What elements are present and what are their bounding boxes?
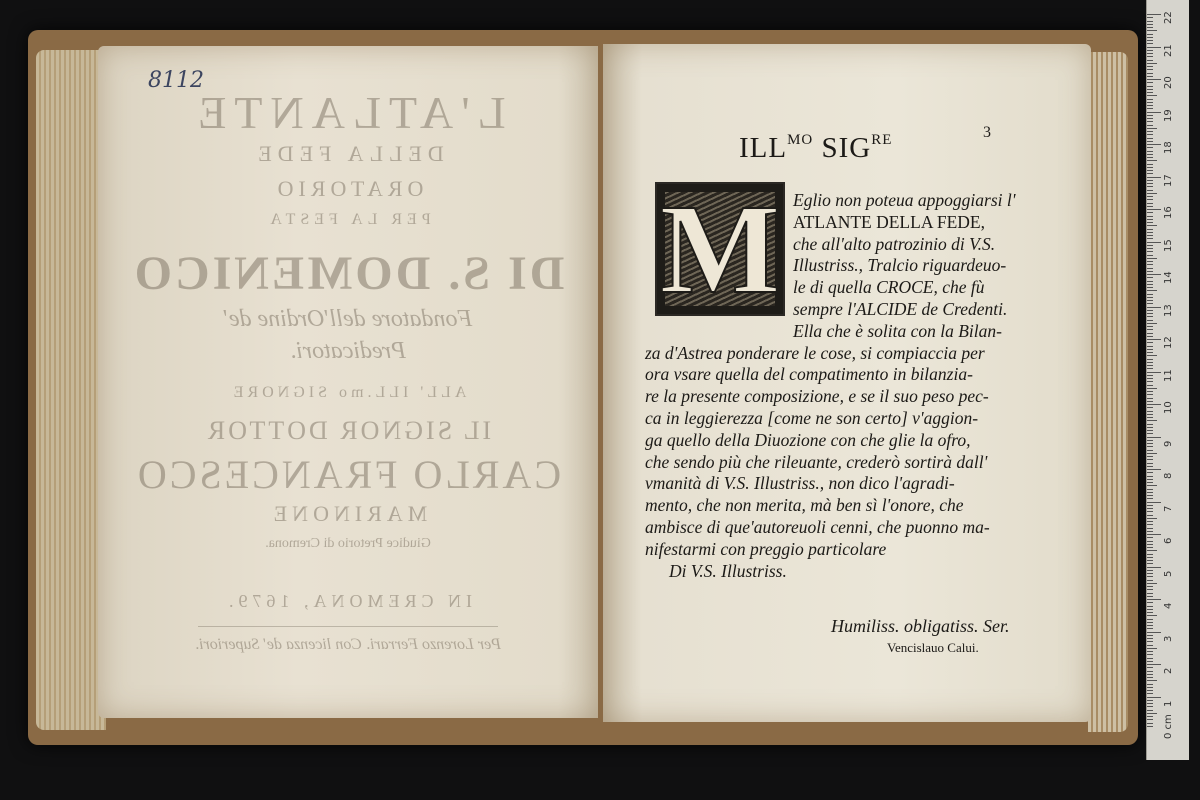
ruler-number: 16 (1163, 206, 1174, 219)
show-through-text (98, 46, 598, 718)
ruler-tick (1147, 589, 1153, 590)
ruler-tick (1147, 388, 1157, 389)
text-line: ATLANTE DELLA FEDE, (793, 211, 985, 232)
ruler-tick (1147, 359, 1153, 360)
ruler-tick (1147, 726, 1153, 727)
ruler-tick (1147, 141, 1153, 142)
ruler-tick (1147, 398, 1153, 399)
ghost-line: ALL' ILL.mo SIGNORE (229, 384, 467, 401)
ruler-tick (1147, 349, 1153, 350)
ruler-tick (1147, 362, 1153, 363)
ruler-tick (1147, 310, 1153, 311)
text-line: nifestarmi con preggio particolare (645, 538, 887, 559)
ruler-number: 3 (1163, 635, 1174, 642)
ruler-tick (1147, 485, 1157, 486)
ruler-number: 8 (1163, 472, 1174, 479)
ruler-tick (1147, 635, 1153, 636)
ruler-tick (1147, 537, 1153, 538)
text-line: mento, che non merita, mà ben sì l'onore, che (645, 495, 964, 516)
ruler-tick (1147, 264, 1153, 265)
ruler-tick (1147, 287, 1153, 288)
ruler-tick (1147, 164, 1153, 165)
ruler-tick (1147, 495, 1153, 496)
ruler-tick (1147, 677, 1153, 678)
ruler-tick (1147, 329, 1153, 330)
ruler-tick (1147, 622, 1153, 623)
ruler-tick (1147, 355, 1157, 356)
ruler-number: 15 (1163, 238, 1174, 252)
ruler-tick (1147, 703, 1153, 704)
ruler-tick (1147, 323, 1157, 324)
ruler-tick (1147, 251, 1153, 252)
ruler-tick (1147, 24, 1153, 25)
ruler-tick (1147, 541, 1153, 542)
ruler-tick (1147, 719, 1153, 720)
shelfmark: 8112 (148, 68, 204, 93)
ruler-number: 22 (1163, 11, 1174, 24)
ruler-tick (1147, 180, 1153, 181)
heading-text: ILL (739, 132, 788, 164)
book (28, 30, 1138, 745)
ruler-tick (1147, 570, 1153, 571)
ruler-tick (1147, 482, 1153, 483)
ruler-tick (1147, 95, 1157, 96)
ruler-tick (1147, 99, 1153, 100)
ghost-line: DELLA FEDE (252, 141, 444, 166)
page-edges-left (36, 50, 106, 730)
ruler-tick (1147, 641, 1153, 642)
ruler-tick (1147, 664, 1161, 665)
ruler-tick (1147, 645, 1153, 646)
ruler-tick (1147, 170, 1153, 171)
ruler-tick (1147, 76, 1153, 77)
ruler-tick (1147, 209, 1161, 210)
ruler-tick (1147, 693, 1153, 694)
ruler-tick (1147, 437, 1161, 438)
text-line: che all'alto patrozinio di V.S. (793, 233, 996, 254)
ruler-tick (1147, 573, 1153, 574)
ruler-tick (1147, 37, 1153, 38)
ruler-tick (1147, 60, 1153, 61)
ruler-tick (1147, 118, 1153, 119)
ruler-number: 6 (1163, 537, 1174, 544)
ruler-number: 9 (1163, 440, 1174, 447)
ruler-tick (1147, 154, 1153, 155)
right-page (603, 44, 1091, 722)
ruler-tick (1147, 128, 1157, 129)
ruler-tick (1147, 336, 1153, 337)
ruler-tick (1147, 606, 1153, 607)
ruler-tick (1147, 134, 1153, 135)
ruler-tick (1147, 528, 1153, 529)
ruler-tick (1147, 177, 1161, 178)
ruler-tick (1147, 531, 1153, 532)
ruler-tick (1147, 160, 1157, 161)
ruler-tick (1147, 320, 1153, 321)
ruler-tick (1147, 151, 1153, 152)
measurement-ruler (1146, 0, 1189, 760)
ruler-tick (1147, 628, 1153, 629)
ruler-tick (1147, 716, 1153, 717)
ruler-tick (1147, 186, 1153, 187)
ruler-tick (1147, 365, 1153, 366)
ruler-number: 7 (1163, 505, 1174, 512)
ruler-tick (1147, 417, 1153, 418)
ghost-line: Fondatore dell'Ordine de' (223, 306, 473, 332)
left-page (98, 46, 598, 718)
ruler-tick (1147, 258, 1157, 259)
ruler-tick (1147, 697, 1161, 698)
ghost-line: ORATORIO (272, 176, 424, 201)
text-line: Ella che è solita con la Bilan- (793, 320, 1002, 341)
ruler-tick (1147, 544, 1153, 545)
ruler-tick (1147, 420, 1157, 421)
ruler-tick (1147, 190, 1153, 191)
ruler-tick (1147, 352, 1153, 353)
ruler-tick (1147, 547, 1153, 548)
ruler-tick (1147, 248, 1153, 249)
ruler-tick (1147, 687, 1153, 688)
text-line: ora vsare quella del compatimento in bilanzia- (645, 364, 973, 385)
ruler-tick (1147, 229, 1153, 230)
ghost-line: CARLO FRANCESCO (134, 452, 562, 497)
ruler-tick (1147, 346, 1153, 347)
closing-formula: Humiliss. obligatiss. Ser. (831, 616, 1010, 636)
ruler-tick (1147, 612, 1153, 613)
ruler-tick (1147, 615, 1157, 616)
text-line: le di quella CROCE, che fù (793, 277, 985, 298)
ruler-tick (1147, 203, 1153, 204)
ruler-number: 13 (1163, 303, 1174, 317)
ruler-tick (1147, 609, 1153, 610)
ruler-number: 5 (1163, 570, 1174, 577)
ruler-tick (1147, 245, 1153, 246)
ruler-number: 1 (1163, 700, 1174, 707)
ghost-line: Per Lorenzo Ferrari. Con licenza de' Superiori. (195, 636, 501, 653)
ruler-tick (1147, 281, 1153, 282)
ghost-line: Giudice Pretorio di Cremona. (265, 536, 431, 551)
text-line: che sendo più che rileuante, crederò sortirà dall' (645, 451, 988, 472)
ruler-tick (1147, 89, 1153, 90)
ruler-tick (1147, 307, 1161, 308)
ruler-tick (1147, 492, 1153, 493)
ruler-tick (1147, 648, 1157, 649)
ruler-tick (1147, 706, 1153, 707)
ruler-tick (1147, 508, 1153, 509)
text-line: Di V.S. Illustriss. (669, 560, 787, 581)
ruler-tick (1147, 632, 1161, 633)
ruler-number: 4 (1163, 602, 1174, 609)
ruler-tick (1147, 378, 1153, 379)
ruler-tick (1147, 47, 1161, 48)
ruler-number: 20 (1163, 76, 1174, 89)
ruler-tick (1147, 43, 1153, 44)
ruler-tick (1147, 271, 1153, 272)
ruler-tick (1147, 671, 1153, 672)
ruler-tick (1147, 391, 1153, 392)
ruler-tick (1147, 518, 1157, 519)
ruler-tick (1147, 476, 1153, 477)
ruler-tick (1147, 534, 1161, 535)
ruler-tick (1147, 17, 1153, 18)
ruler-tick (1147, 115, 1153, 116)
ruler-tick (1147, 394, 1153, 395)
ruler-tick (1147, 339, 1161, 340)
ruler-tick (1147, 105, 1153, 106)
ruler-tick (1147, 515, 1153, 516)
text-line: ca in leggierezza [come ne son certo] v'aggion- (645, 407, 979, 428)
ruler-tick (1147, 222, 1153, 223)
ruler-tick (1147, 212, 1153, 213)
ruler-tick (1147, 450, 1153, 451)
ruler-tick (1147, 173, 1153, 174)
dedication-body (645, 190, 1045, 582)
ruler-tick (1147, 466, 1153, 467)
ruler-tick (1147, 225, 1157, 226)
ruler-number: 21 (1163, 43, 1174, 57)
ruler-tick (1147, 563, 1153, 564)
dedication-heading (739, 132, 892, 165)
ruler-tick (1147, 53, 1153, 54)
ruler-tick (1147, 313, 1153, 314)
heading-superscript: MO (787, 132, 814, 148)
ruler-tick (1147, 453, 1157, 454)
ruler-tick (1147, 654, 1153, 655)
ruler-tick (1147, 430, 1153, 431)
ruler-tick (1147, 658, 1153, 659)
ruler-tick (1147, 479, 1153, 480)
ruler-tick (1147, 102, 1153, 103)
ruler-tick (1147, 599, 1161, 600)
ruler-tick (1147, 674, 1153, 675)
ruler-tick (1147, 303, 1153, 304)
ruler-tick (1147, 596, 1153, 597)
ruler-tick (1147, 469, 1161, 470)
ruler-tick (1147, 300, 1153, 301)
ruler-tick (1147, 69, 1153, 70)
text-line: ambisce di que'autoreuoli cenni, che puonno ma- (645, 516, 990, 537)
ruler-tick (1147, 385, 1153, 386)
ruler-tick (1147, 193, 1157, 194)
ruler-tick (1147, 404, 1161, 405)
ghost-line: MARINONE (268, 501, 428, 526)
ruler-tick (1147, 372, 1161, 373)
ruler-tick (1147, 505, 1153, 506)
ruler-tick (1147, 66, 1153, 67)
text-line: sempre l'ALCIDE de Credenti. (793, 298, 1008, 319)
ruler-tick (1147, 625, 1153, 626)
ruler-tick (1147, 375, 1153, 376)
ruler-tick (1147, 268, 1153, 269)
ruler-tick (1147, 502, 1161, 503)
ruler-tick (1147, 333, 1153, 334)
ruler-tick (1147, 274, 1161, 275)
ruler-tick (1147, 567, 1161, 568)
ruler-tick (1147, 700, 1153, 701)
ruler-tick (1147, 713, 1157, 714)
ruler-tick (1147, 326, 1153, 327)
ruler-tick (1147, 368, 1153, 369)
ruler-tick (1147, 619, 1153, 620)
ruler-tick (1147, 459, 1153, 460)
ruler-tick (1147, 219, 1153, 220)
text-line: Eglio non poteua appoggiarsi l' (793, 190, 1016, 210)
ruler-number: 19 (1163, 108, 1174, 122)
ruler-tick (1147, 463, 1153, 464)
ruler-tick (1147, 112, 1161, 113)
ruler-number: 18 (1163, 141, 1174, 154)
ruler-tick (1147, 667, 1153, 668)
ruler-number: 17 (1163, 173, 1174, 187)
ruler-tick (1147, 446, 1153, 447)
ruler-tick (1147, 40, 1153, 41)
ruler-tick (1147, 255, 1153, 256)
ruler-tick (1147, 710, 1153, 711)
ruler-number: 14 (1163, 271, 1174, 284)
ruler-number: 2 (1163, 667, 1174, 674)
ruler-tick (1147, 50, 1153, 51)
ruler-tick (1147, 521, 1153, 522)
ruler-tick (1147, 498, 1153, 499)
ruler-tick (1147, 238, 1153, 239)
ruler-tick (1147, 297, 1153, 298)
ruler-tick (1147, 602, 1153, 603)
ruler-tick (1147, 316, 1153, 317)
heading-superscript: RE (871, 132, 893, 148)
heading-text: SIG (813, 132, 872, 164)
text-line: Illustriss., Tralcio riguardeuo- (793, 255, 1007, 276)
ruler-number: 10 (1163, 401, 1174, 414)
ruler-tick (1147, 443, 1153, 444)
ruler-number: 11 (1163, 368, 1174, 382)
ruler-tick (1147, 593, 1153, 594)
ruler-tick (1147, 290, 1157, 291)
page-number: 3 (983, 124, 991, 141)
ruler-tick (1147, 524, 1153, 525)
ruler-tick (1147, 21, 1153, 22)
ruler-tick (1147, 583, 1157, 584)
ruler-tick (1147, 14, 1161, 15)
ruler-tick (1147, 79, 1161, 80)
ruler-tick (1147, 680, 1157, 681)
ruler-tick (1147, 56, 1153, 57)
ruler-tick (1147, 580, 1153, 581)
ghost-line: L'ATLANTE (190, 87, 506, 138)
ruler-tick (1147, 489, 1153, 490)
ruler-tick (1147, 472, 1153, 473)
ruler-tick (1147, 651, 1153, 652)
ghost-line: PER LA FESTA (265, 211, 431, 228)
initial-letter: M (659, 182, 781, 316)
ghost-line: IN CREMONA, 1679. (224, 591, 473, 611)
ruler-tick (1147, 167, 1153, 168)
ruler-tick (1147, 277, 1153, 278)
ruler-tick (1147, 206, 1153, 207)
ruler-tick (1147, 121, 1153, 122)
ruler-tick (1147, 199, 1153, 200)
ruler-tick (1147, 284, 1153, 285)
ruler-tick (1147, 196, 1153, 197)
ghost-line: IL SIGNOR DOTTOR (204, 416, 492, 445)
ruler-tick (1147, 82, 1153, 83)
ruler-tick (1147, 554, 1153, 555)
ruler-tick (1147, 407, 1153, 408)
text-line: za d'Astrea ponderare le cose, si compiaccia per (645, 342, 985, 363)
signature: Vencislauo Calui. (887, 640, 979, 655)
ruler-tick (1147, 157, 1153, 158)
ruler-tick (1147, 381, 1153, 382)
ruler-tick (1147, 411, 1153, 412)
ruler-tick (1147, 684, 1153, 685)
ruler-tick (1147, 401, 1153, 402)
ruler-tick (1147, 690, 1153, 691)
ghost-line: Predicatori. (290, 338, 406, 364)
ruler-tick (1147, 557, 1153, 558)
ruler-tick (1147, 638, 1153, 639)
ruler-tick (1147, 294, 1153, 295)
ruler-tick (1147, 125, 1153, 126)
text-line: vmanità di V.S. Illustriss., non dico l'agradi- (645, 473, 955, 494)
ruler-tick (1147, 424, 1153, 425)
ghost-rule (198, 626, 498, 627)
ruler-tick (1147, 216, 1153, 217)
ruler-tick (1147, 586, 1153, 587)
ruler-tick (1147, 242, 1161, 243)
ruler-tick (1147, 147, 1153, 148)
ruler-tick (1147, 456, 1153, 457)
ruler-tick (1147, 86, 1153, 87)
ruler-tick (1147, 108, 1153, 109)
ruler-tick (1147, 73, 1153, 74)
ruler-tick (1147, 661, 1153, 662)
ruler-tick (1147, 550, 1157, 551)
ruler-tick (1147, 34, 1153, 35)
ruler-tick (1147, 723, 1153, 724)
ruler-tick (1147, 232, 1153, 233)
ruler-tick (1147, 235, 1153, 236)
ruler-tick (1147, 27, 1153, 28)
text-line: ga quello della Diuozione con che glie la ofro, (645, 429, 971, 450)
ruler-number: 12 (1163, 336, 1174, 349)
ruler-tick (1147, 560, 1153, 561)
ruler-tick (1147, 30, 1157, 31)
ruler-tick (1147, 131, 1153, 132)
ruler-tick (1147, 261, 1153, 262)
ruler-tick (1147, 440, 1153, 441)
ruler-tick (1147, 183, 1153, 184)
text-line: re la presente composizione, e se il suo peso pec- (645, 386, 989, 407)
ruler-tick (1147, 63, 1157, 64)
ruler-tick (1147, 144, 1161, 145)
ruler-tick (1147, 433, 1153, 434)
ruler-tick (1147, 138, 1153, 139)
ruler-tick (1147, 427, 1153, 428)
ruler-tick (1147, 576, 1153, 577)
ruler-tick (1147, 92, 1153, 93)
ruler-tick (1147, 342, 1153, 343)
ruler-number: 0 cm (1163, 714, 1174, 739)
ghost-line: DI S. DOMENICO (131, 247, 565, 300)
page-edges-right (1088, 52, 1128, 732)
ruler-tick (1147, 511, 1153, 512)
ruler-tick (1147, 414, 1153, 415)
